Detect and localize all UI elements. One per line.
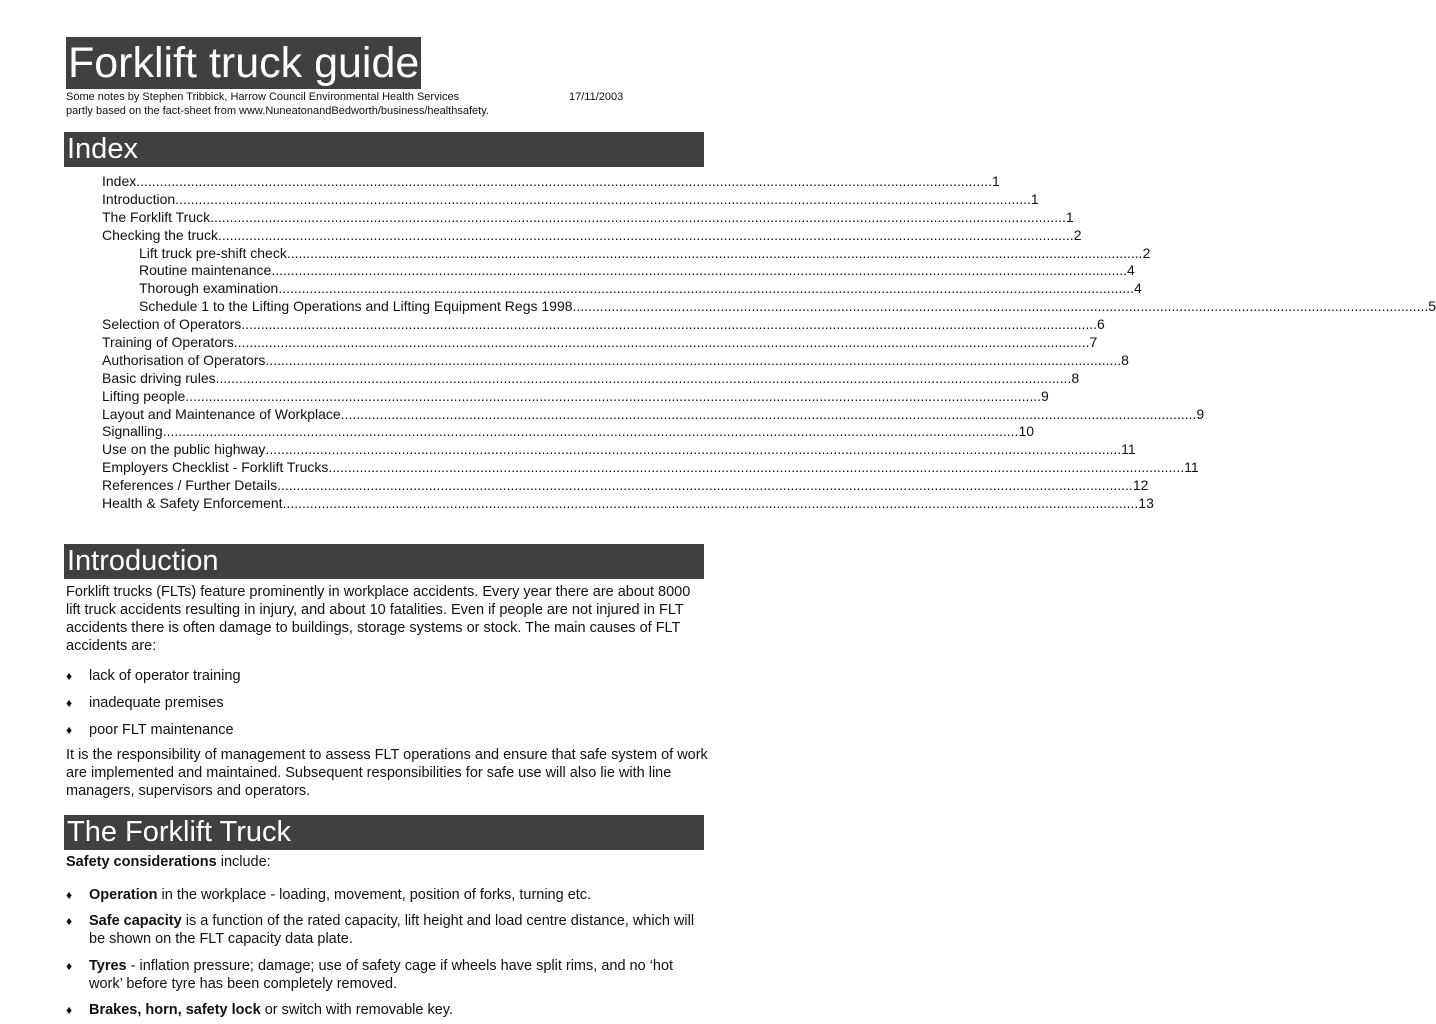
toc-entry (102, 244, 1151, 263)
toc-entry-title: Authorisation of Operators (102, 351, 266, 368)
toc-leader-dots: ............................................................................................................................................................................................................................ (572, 298, 1429, 315)
toc-entry (102, 423, 1035, 441)
cause-text: inadequate premises (89, 695, 224, 711)
document-title: Forklift truck guide (68, 39, 420, 87)
consideration-detail: is a function of the rated capacity, lift height and load centre distance, which will be shown on the FLT capacity data plate. (89, 913, 695, 947)
toc-leader-dots: ............................................................................................................................................................................................................................ (286, 244, 1143, 261)
toc-entry (102, 441, 1136, 459)
diamond-bullet-icon: ♦ (66, 959, 73, 973)
toc-entry-title: Layout and Maintenance of Workplace (102, 405, 341, 422)
toc-entry-title: Lifting people (102, 387, 186, 404)
toc-entry-page: 1 (991, 173, 1000, 189)
toc-leader-dots: ............................................................................................................................................................................................................................ (175, 190, 1031, 207)
toc-entry-title: Training of Operators (102, 334, 234, 351)
consideration-detail: - inflation pressure; damage; use of safety cage if wheels have split rims, and no ‘hot work’ before tyre has been completely removed. (89, 958, 674, 992)
safety-considerations-lead (66, 853, 708, 871)
toc-leader-dots: ............................................................................................................................................................................................................................ (241, 316, 1098, 333)
toc-entry-title: Health & Safety Enforcement (102, 495, 283, 512)
toc-entry-page: 8 (1121, 351, 1129, 368)
toc-entry-title: Schedule 1 to the Lifting Operations and Lifting Equipment Regs 1998 (139, 298, 573, 315)
index-heading: Index (64, 132, 704, 167)
toc-leader-dots: ............................................................................................................................................................................................................................ (215, 369, 1072, 386)
introduction-paragraph: Forklift trucks (FLTs) feature prominently in workplace accidents. Every year there are about 8000 lift truck accidents resulting in injury, and about 10 fatalities. Even if people are not injured in FLT accidents there is often damage to buildings, storage systems or stock. The main causes of FLT accidents are: (66, 584, 691, 654)
consideration-text (89, 912, 704, 948)
diamond-bullet-icon: ♦ (66, 1003, 73, 1017)
consideration-term: Safe capacity (89, 913, 182, 929)
toc-entry-page: 5 (1428, 298, 1436, 315)
toc-entry-page: 2 (1142, 244, 1151, 261)
toc-entry (102, 316, 1105, 334)
consideration-term: Operation (89, 887, 158, 903)
toc-leader-dots: ............................................................................................................................................................................................................................ (210, 208, 1066, 225)
toc-entry-page: 10 (1018, 423, 1035, 440)
diamond-bullet-icon: ♦ (66, 669, 73, 683)
toc-entry-title: Checking the truck (102, 226, 218, 243)
toc-entry-title: Signalling (102, 423, 163, 440)
toc-entry-title: Employers Checklist - Forklift Trucks (102, 459, 329, 476)
toc-entry-page: 4 (1127, 262, 1135, 279)
toc-leader-dots: ............................................................................................................................................................................................................................ (265, 351, 1122, 368)
toc-leader-dots: ............................................................................................................................................................................................................................ (136, 173, 992, 189)
toc-entry-page: 7 (1089, 334, 1098, 351)
toc-leader-dots: ............................................................................................................................................................................................................................ (271, 262, 1128, 279)
toc-entry (102, 334, 1098, 352)
toc-entry-title: Thorough examination (139, 280, 279, 297)
consideration-text (89, 957, 704, 993)
cause-text: poor FLT maintenance (89, 722, 234, 738)
toc-entry (102, 495, 1154, 513)
toc-leader-dots: ............................................................................................................................................................................................................................ (233, 334, 1090, 351)
toc-entry-page: 13 (1138, 495, 1154, 512)
toc-entry-page: 6 (1097, 316, 1105, 333)
toc-entry-title: Introduction (102, 190, 176, 207)
diamond-bullet-icon: ♦ (66, 914, 73, 928)
toc-entry (102, 262, 1135, 280)
consideration-detail: or switch with removable key. (260, 1002, 453, 1018)
toc-entry-page: 4 (1134, 280, 1142, 297)
toc-entry (102, 208, 1074, 227)
toc-leader-dots: ............................................................................................................................................................................................................................ (278, 280, 1135, 297)
toc-entry (102, 226, 1082, 245)
toc-leader-dots: ............................................................................................................................................................................................................................ (340, 405, 1197, 422)
toc-entry-page: 2 (1073, 226, 1082, 243)
toc-entry-title: References / Further Details (102, 477, 278, 494)
forklift-truck-heading: The Forklift Truck (64, 815, 704, 850)
toc-leader-dots: ............................................................................................................................................................................................................................ (162, 423, 1019, 440)
safety-considerations-label: Safety considerations (66, 854, 217, 870)
toc-leader-dots: ............................................................................................................................................................................................................................ (185, 387, 1042, 404)
toc-leader-dots: ............................................................................................................................................................................................................................ (265, 441, 1122, 458)
toc-entry-title: Routine maintenance (139, 262, 272, 279)
consideration-term: Tyres (89, 958, 127, 974)
toc-entry-page: 9 (1041, 387, 1049, 404)
toc-entry-title: Use on the public highway (102, 441, 266, 458)
toc-entry-title: Selection of Operators (102, 316, 242, 333)
toc-entry-page: 11 (1121, 441, 1136, 458)
table-of-contents (102, 173, 1436, 513)
safety-considerations-suffix: include: (216, 854, 271, 870)
toc-entry (102, 190, 1039, 209)
toc-entry (102, 387, 1049, 406)
toc-leader-dots: ............................................................................................................................................................................................................................ (217, 226, 1074, 243)
toc-entry-title: The Forklift Truck (102, 208, 211, 225)
consideration-detail: in the workplace - loading, movement, position of forks, turning etc. (157, 887, 592, 903)
toc-entry (102, 369, 1080, 388)
introduction-heading: Introduction (64, 544, 704, 579)
cause-text: lack of operator training (89, 668, 241, 684)
document-date: 17/11/2003 (569, 91, 624, 103)
diamond-bullet-icon: ♦ (66, 723, 73, 737)
toc-entry-page: 9 (1196, 405, 1205, 422)
toc-entry (102, 280, 1142, 298)
author-note: Some notes by Stephen Tribbick, Harrow Council Environmental Health Services (66, 91, 460, 103)
toc-entry (102, 298, 1436, 316)
toc-entry (102, 459, 1199, 477)
toc-entry-page: 12 (1132, 477, 1149, 494)
toc-entry (102, 477, 1149, 495)
diamond-bullet-icon: ♦ (66, 696, 73, 710)
toc-leader-dots: ............................................................................................................................................................................................................................ (282, 495, 1139, 512)
toc-entry (102, 173, 1000, 191)
responsibility-paragraph: It is the responsibility of management to assess FLT operations and ensure that safe system of work are implemented and maintained. Subsequent responsibilities for safe use will also lie with line managers, supervisors and operators. (66, 747, 708, 799)
toc-leader-dots: ............................................................................................................................................................................................................................ (277, 477, 1133, 494)
toc-entry-title: Index (102, 173, 137, 189)
toc-entry (102, 351, 1129, 370)
toc-entry-page: 11 (1184, 459, 1199, 476)
toc-entry-page: 1 (1030, 190, 1039, 207)
toc-entry-title: Lift truck pre-shift check (139, 244, 287, 261)
diamond-bullet-icon: ♦ (66, 888, 73, 902)
consideration-term: Brakes, horn, safety lock (89, 1002, 261, 1018)
toc-entry-page: 8 (1071, 369, 1080, 386)
source-note: partly based on the fact-sheet from www.NuneatonandBedworth/business/healthsafety. (66, 105, 489, 117)
toc-entry-page: 1 (1065, 208, 1074, 225)
consideration-text (89, 886, 704, 904)
toc-entry-title: Basic driving rules (102, 369, 216, 386)
consideration-text (89, 1001, 704, 1019)
toc-leader-dots: ............................................................................................................................................................................................................................ (328, 459, 1185, 476)
toc-entry (102, 405, 1205, 424)
